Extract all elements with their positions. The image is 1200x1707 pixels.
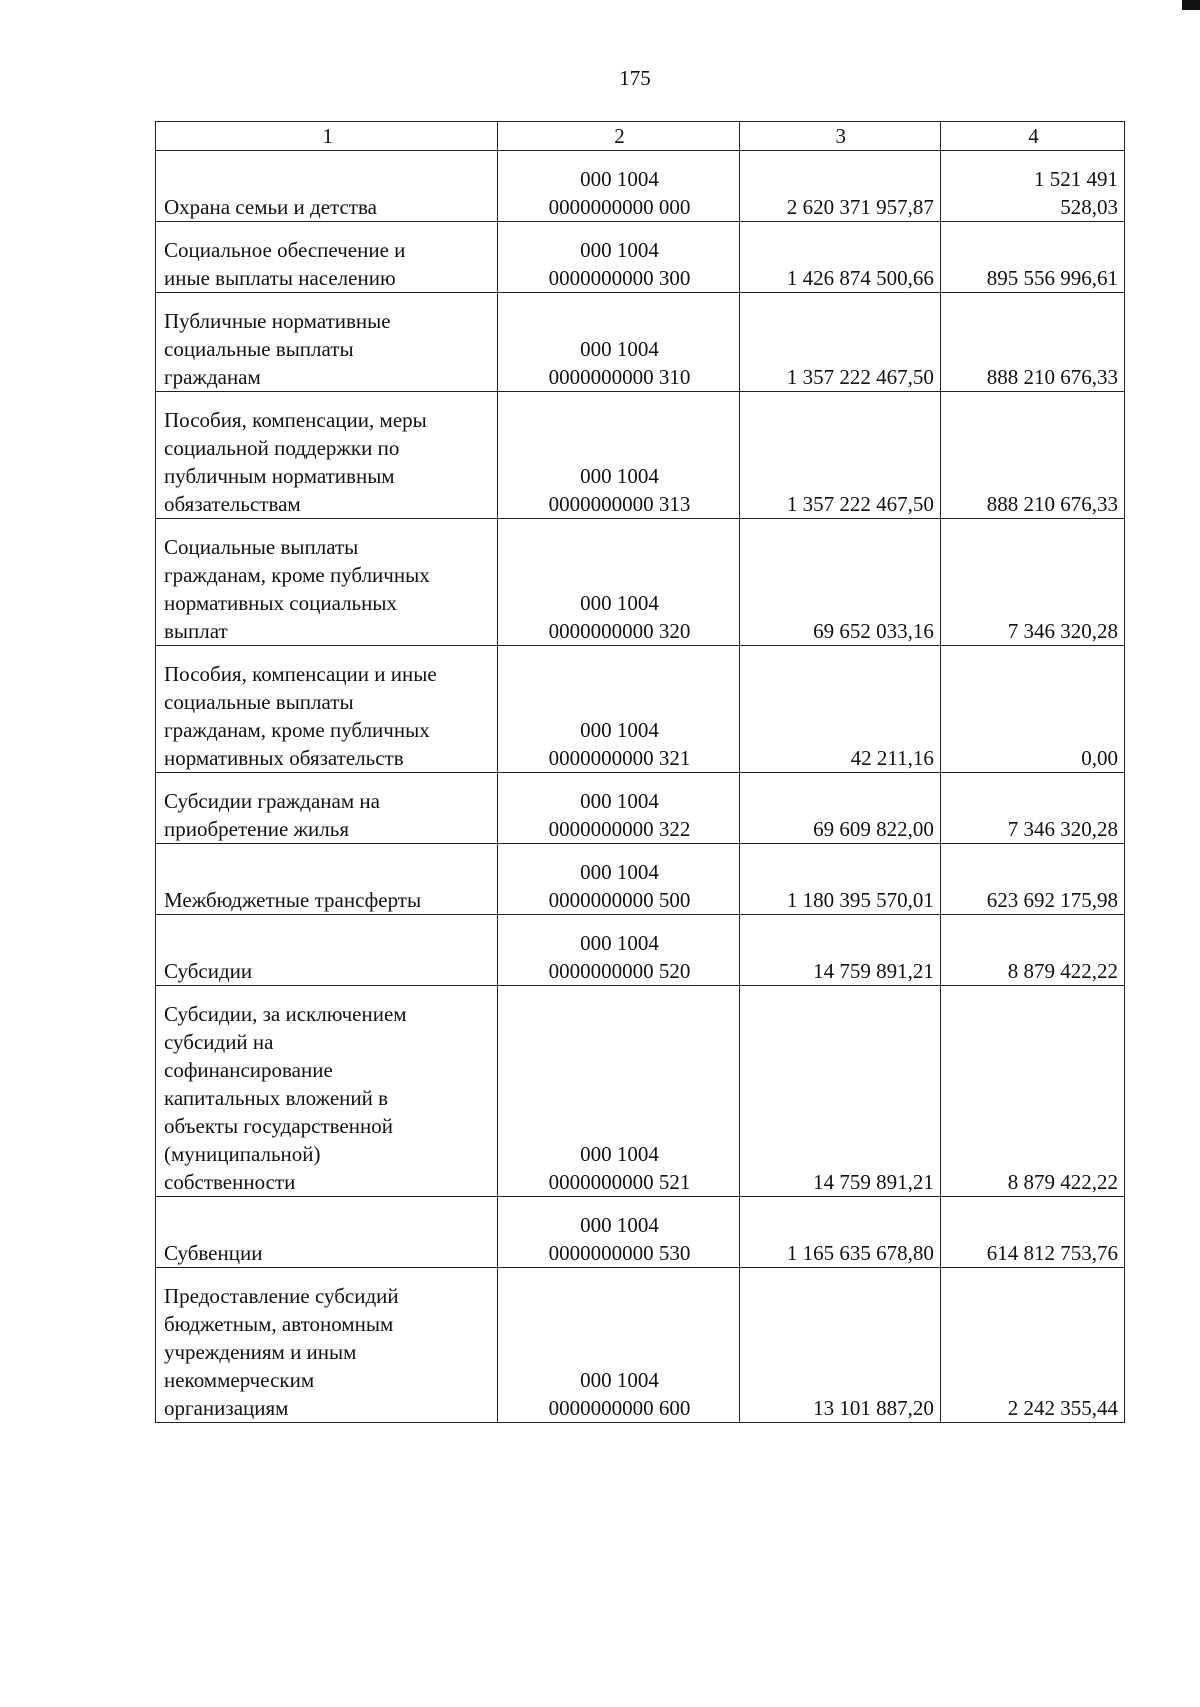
row-value4-cell-line: 1 521 491 [1034,167,1118,191]
row-name-cell [156,392,498,519]
row-value4-cell-line: 614 812 753,76 [986,1241,1118,1265]
row-code-cell [498,293,739,392]
row-value3-cell [739,915,940,986]
row-code-cell-line: 0000000000 300 [548,266,691,290]
row-code-cell [498,151,739,222]
row-value3-cell-line: 1 180 395 570,01 [786,888,934,912]
row-code-cell-line: 000 1004 [580,1142,659,1166]
table-row [156,915,1125,986]
row-value3-cell-line: 1 357 222 467,50 [786,365,934,389]
table-row [156,293,1125,392]
column-header-2: 2 [498,122,739,151]
row-name-cell-line: Пособия, компенсации и иные [164,662,437,686]
row-name-cell-line: социальные выплаты [164,337,354,361]
row-name-cell-line: софинансирование [164,1058,333,1082]
row-value4-cell [940,915,1124,986]
row-name-cell [156,1197,498,1268]
row-name-cell-line: Субвенции [164,1241,263,1265]
row-value4-cell [940,986,1124,1197]
row-value3-cell-line: 1 426 874 500,66 [786,266,934,290]
row-value3-cell [739,1268,940,1423]
row-code-cell-line: 000 1004 [580,167,659,191]
row-value4-cell [940,1197,1124,1268]
row-code-cell-line: 000 1004 [580,1368,659,1392]
row-value4-cell-line: 0,00 [1081,746,1118,770]
row-name-cell-line: обязательствам [164,492,301,516]
row-value4-cell-line: 528,03 [1060,195,1118,219]
row-value3-cell [739,151,940,222]
row-code-cell [498,646,739,773]
row-code-cell-line: 000 1004 [580,860,659,884]
row-name-cell-line: социальной поддержки по [164,436,400,460]
row-name-cell-line: Публичные нормативные [164,309,391,333]
table-row [156,222,1125,293]
row-name-cell-line: иные выплаты населению [164,266,396,290]
row-value3-cell [739,646,940,773]
row-value3-cell [739,773,940,844]
row-code-cell [498,519,739,646]
row-name-cell [156,915,498,986]
row-code-cell [498,1268,739,1423]
row-name-cell-line: объекты государственной [164,1114,393,1138]
row-code-cell [498,773,739,844]
row-value3-cell [739,1197,940,1268]
row-value4-cell [940,519,1124,646]
row-code-cell-line: 0000000000 310 [548,365,691,389]
row-value4-cell [940,773,1124,844]
row-code-cell-line: 0000000000 520 [548,959,691,983]
row-value4-cell [940,1268,1124,1423]
row-value4-cell [940,392,1124,519]
row-name-cell-line: гражданам, кроме публичных [164,563,430,587]
row-code-cell-line: 0000000000 530 [548,1241,691,1265]
row-code-cell [498,392,739,519]
row-value4-cell-line: 7 346 320,28 [1007,817,1118,841]
table-header [156,122,1125,151]
row-value3-cell-line: 1 165 635 678,80 [786,1241,934,1265]
row-name-cell-line: Социальное обеспечение и [164,238,406,262]
row-code-cell [498,222,739,293]
table-row [156,151,1125,222]
row-value4-cell [940,151,1124,222]
row-code-cell-line: 0000000000 321 [548,746,691,770]
row-name-cell-line: некоммерческим [164,1368,315,1392]
table-row [156,1197,1125,1268]
table-row [156,1268,1125,1423]
row-name-cell [156,519,498,646]
row-name-cell-line: Субсидии, за исключением [164,1002,407,1026]
row-code-cell-line: 0000000000 322 [548,817,691,841]
row-name-cell-line: Пособия, компенсации, меры [164,408,427,432]
row-value4-cell-line: 8 879 422,22 [1007,959,1118,983]
row-code-cell-line: 0000000000 500 [548,888,691,912]
row-value4-cell-line: 2 242 355,44 [1007,1396,1118,1420]
row-value3-cell-line: 14 759 891,21 [813,959,934,983]
row-value3-cell [739,844,940,915]
row-value3-cell-line: 13 101 887,20 [813,1396,934,1420]
row-name-cell-line: приобретение жилья [164,817,349,841]
row-value4-cell-line: 895 556 996,61 [986,266,1118,290]
table-body [156,151,1125,1423]
row-name-cell [156,1268,498,1423]
row-name-cell-line: нормативных социальных [164,591,397,615]
row-value4-cell-line: 623 692 175,98 [986,888,1118,912]
row-value3-cell [739,222,940,293]
row-value4-cell-line: 8 879 422,22 [1007,1170,1118,1194]
row-code-cell-line: 0000000000 000 [548,195,691,219]
header-row [156,122,1125,151]
row-code-cell-line: 000 1004 [580,238,659,262]
row-name-cell-line: бюджетным, автономным [164,1312,394,1336]
row-value3-cell-line: 1 357 222 467,50 [786,492,934,516]
page-number: 175 [619,66,651,90]
row-code-cell-line: 0000000000 600 [548,1396,691,1420]
row-value4-cell [940,844,1124,915]
column-header-4: 4 [940,122,1124,151]
row-code-cell [498,844,739,915]
table-row [156,646,1125,773]
row-code-cell-line: 000 1004 [580,337,659,361]
row-name-cell-line: субсидий на [164,1030,274,1054]
row-value4-cell-line: 888 210 676,33 [986,492,1118,516]
row-code-cell [498,915,739,986]
row-code-cell-line: 0000000000 521 [548,1170,691,1194]
row-name-cell [156,986,498,1197]
row-code-cell-line: 0000000000 313 [548,492,691,516]
row-value4-cell [940,646,1124,773]
row-name-cell-line: Охрана семьи и детства [164,195,377,219]
row-name-cell-line: гражданам, кроме публичных [164,718,430,742]
row-name-cell-line: социальные выплаты [164,690,354,714]
row-value4-cell-line: 888 210 676,33 [986,365,1118,389]
row-value3-cell-line: 69 652 033,16 [813,619,934,643]
row-value3-cell-line: 14 759 891,21 [813,1170,934,1194]
row-code-cell-line: 000 1004 [580,1213,659,1237]
row-value3-cell-line: 42 211,16 [850,746,934,770]
row-name-cell-line: капитальных вложений в [164,1086,389,1110]
row-code-cell [498,1197,739,1268]
table-row [156,392,1125,519]
table-row [156,844,1125,915]
row-name-cell [156,646,498,773]
row-value3-cell [739,519,940,646]
row-name-cell-line: Субсидии [164,959,253,983]
row-name-cell-line: организациям [164,1396,289,1420]
row-code-cell-line: 000 1004 [580,718,659,742]
row-value3-cell [739,986,940,1197]
row-name-cell [156,222,498,293]
row-code-cell [498,986,739,1197]
row-name-cell-line: учреждениям и иным [164,1340,357,1364]
row-name-cell [156,773,498,844]
row-name-cell-line: выплат [164,619,228,643]
corner-mark [1182,0,1200,10]
row-code-cell-line: 000 1004 [580,591,659,615]
row-name-cell-line: Субсидии гражданам на [164,789,380,813]
row-name-cell [156,844,498,915]
row-code-cell-line: 000 1004 [580,789,659,813]
table-row [156,986,1125,1197]
row-value3-cell-line: 2 620 371 957,87 [786,195,934,219]
row-name-cell-line: Социальные выплаты [164,535,359,559]
row-name-cell-line: Межбюджетные трансферты [164,888,422,912]
row-value4-cell [940,293,1124,392]
row-name-cell-line: гражданам [164,365,261,389]
row-code-cell-line: 000 1004 [580,464,659,488]
row-name-cell-line: Предоставление субсидий [164,1284,399,1308]
row-name-cell-line: нормативных обязательств [164,746,404,770]
row-name-cell-line: публичным нормативным [164,464,395,488]
table-row [156,773,1125,844]
column-header-3: 3 [739,122,940,151]
row-value3-cell-line: 69 609 822,00 [813,817,934,841]
row-code-cell-line: 000 1004 [580,931,659,955]
table-row [156,519,1125,646]
row-value4-cell-line: 7 346 320,28 [1007,619,1118,643]
row-name-cell [156,151,498,222]
row-name-cell-line: (муниципальной) [164,1142,321,1166]
budget-table [155,121,1125,1423]
row-code-cell-line: 0000000000 320 [548,619,691,643]
row-value4-cell [940,222,1124,293]
column-header-1: 1 [156,122,498,151]
row-name-cell [156,293,498,392]
row-value3-cell [739,392,940,519]
row-value3-cell [739,293,940,392]
row-name-cell-line: собственности [164,1170,296,1194]
